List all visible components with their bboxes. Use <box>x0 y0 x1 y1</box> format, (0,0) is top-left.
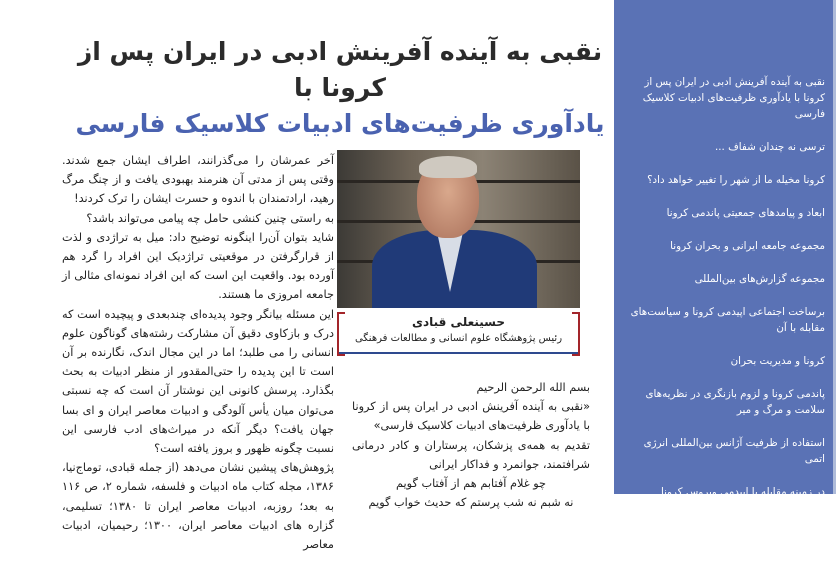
title-line-2: یادآوری ظرفیت‌های ادبیات کلاسیک فارسی <box>75 109 605 138</box>
dedication: تقدیم به همه‌ی پزشکان، پرستاران و کادر درمانی شرافتمند، جوانمرد و فداکار ایرانی <box>352 438 590 471</box>
sidebar-link[interactable]: مجموعه گزارش‌های بین‌المللی <box>694 273 825 285</box>
verse-1: چو غلام آفتابم هم از آفتاب گویم <box>395 477 547 491</box>
paragraph: این مسئله بیانگر وجود پدیده‌ای چندبعدی و پیچیده است که درک و بازکاوی دقیق آن مشارکت رشته‌های گوناگون علوم انسانی را می طلبد؛ اما در این مجال اندک، نگارنده بر آن است تا این پدیده را حتی‌المقدور از منظر ادبیات به بحث بگذارد. پرسش کانونی این نوشتار آن است که چه نسبتی می‌توان میان یأس آلودگی و ادبیات معاصر ایران و ای بسا جهان یافت؟ دیگر آنکه در میراث‌های ادب فارسی این نسبت چگونه ظهور و بروز یافته است؟ <box>62 307 334 456</box>
basmala: بسم الله الرحمن الرحیم <box>476 381 590 394</box>
photo-caption <box>337 312 580 354</box>
sidebar-link[interactable]: مجموعه جامعه ایرانی و بحران کرونا <box>670 240 825 252</box>
sidebar-link[interactable]: پاندمی کرونا و لزوم بازنگری در نظریه‌های سلامت و مرگ و میر <box>645 388 825 416</box>
paragraph: آخر عمرشان را می‌گذرانند، اطراف ایشان جمع شدند. وقتی پس از مدتی آن هنرمند بهبودی یافت و از چنگ مرگ رهید، ارادتمندان با اندوه و حسرت ایشان را ترک کردند! <box>62 154 334 206</box>
article-title <box>70 34 610 142</box>
sidebar-link[interactable]: برساخت اجتماعی اپیدمی کرونا و سیاست‌های مقابله با آن <box>630 306 825 334</box>
sidebar-link[interactable]: استفاده از ظرفیت آژانس بین‌المللی انرژی اتمی <box>643 437 825 465</box>
title-line-1: نقبی به آینده آفرینش ادبی در ایران پس از کرونا با <box>77 37 603 102</box>
paragraph: پژوهش‌های پیشین نشان می‌دهد (از جمله قبادی، توماج‌نیا، ۱۳۸۶، مجله کتاب ماه ادبیات و فلسفه، شماره ۲، ص ۱۱۶ به بعد؛ روزبه، ادبیات معاصر ایران تا ۱۳۸۰؛ تسلیمی، گزاره های ادبیات معاصر ایران، ۱۳۰۰؛ رحیمیان، ادبیات معاصر <box>62 461 334 552</box>
sidebar-link[interactable]: کرونا مخیله ما از شهر را تغییر خواهد داد؟ <box>647 174 825 186</box>
bracket-right <box>572 312 580 356</box>
author-photo <box>337 150 580 308</box>
sidebar-link[interactable]: ابعاد و پیامدهای جمعیتی پاندمی کرونا <box>666 207 825 219</box>
quote: «نقبی به آینده آفرینش ادبی در ایران پس از کرونا با یادآوری ظرفیت‌های ادبیات کلاسیک فارسی» <box>352 400 590 433</box>
sidebar-link[interactable]: ترسی نه چندان شفاف ... <box>714 141 825 153</box>
caption-role: رئیس پژوهشگاه علوم انسانی و مطالعات فرهنگی <box>354 333 563 344</box>
sidebar-list <box>624 74 825 582</box>
sidebar-link[interactable]: در زمینه مقابله با اپیدمی ویروس کرونا <box>660 486 825 498</box>
sidebar-link[interactable]: نقبی به آینده آفرینش ادبی در ایران پس از کرونا با یادآوری ظرفیت‌های ادبیات کلاسیک فارسی <box>642 76 825 120</box>
sidebar <box>614 0 833 563</box>
sidebar-link[interactable]: کرونا و مدیریت بحران <box>730 355 825 367</box>
caption-name: حسینعلی قبادی <box>411 315 506 329</box>
bracket-left <box>337 312 345 356</box>
paragraph: شاید بتوان آن‌را اینگونه توضیح داد: میل به تراژدی و لذت از قرارگرفتن در موقعیتی تراژدیک این افراد را گرد هم آورده بود. واقعیت این است که این افراد نمونه‌ای مثالی از جامعه امروزی ما هستند. <box>62 230 334 302</box>
article-column-right <box>352 378 590 512</box>
paragraph: به راستی چنین کنشی حامل چه پیامی می‌تواند باشد؟ <box>86 211 334 225</box>
sidebar-edge <box>833 0 836 494</box>
sidebar-link[interactable]: نقش آزمایشگاه ایمنی و محیط زیست پژوهشگاه علوم و فنون هسته‌ای در مبارزه با اپیدمی ویروس <box>635 519 825 563</box>
verse-2: نه شبم نه شب پرستم که حدیث خواب گویم <box>368 496 574 510</box>
